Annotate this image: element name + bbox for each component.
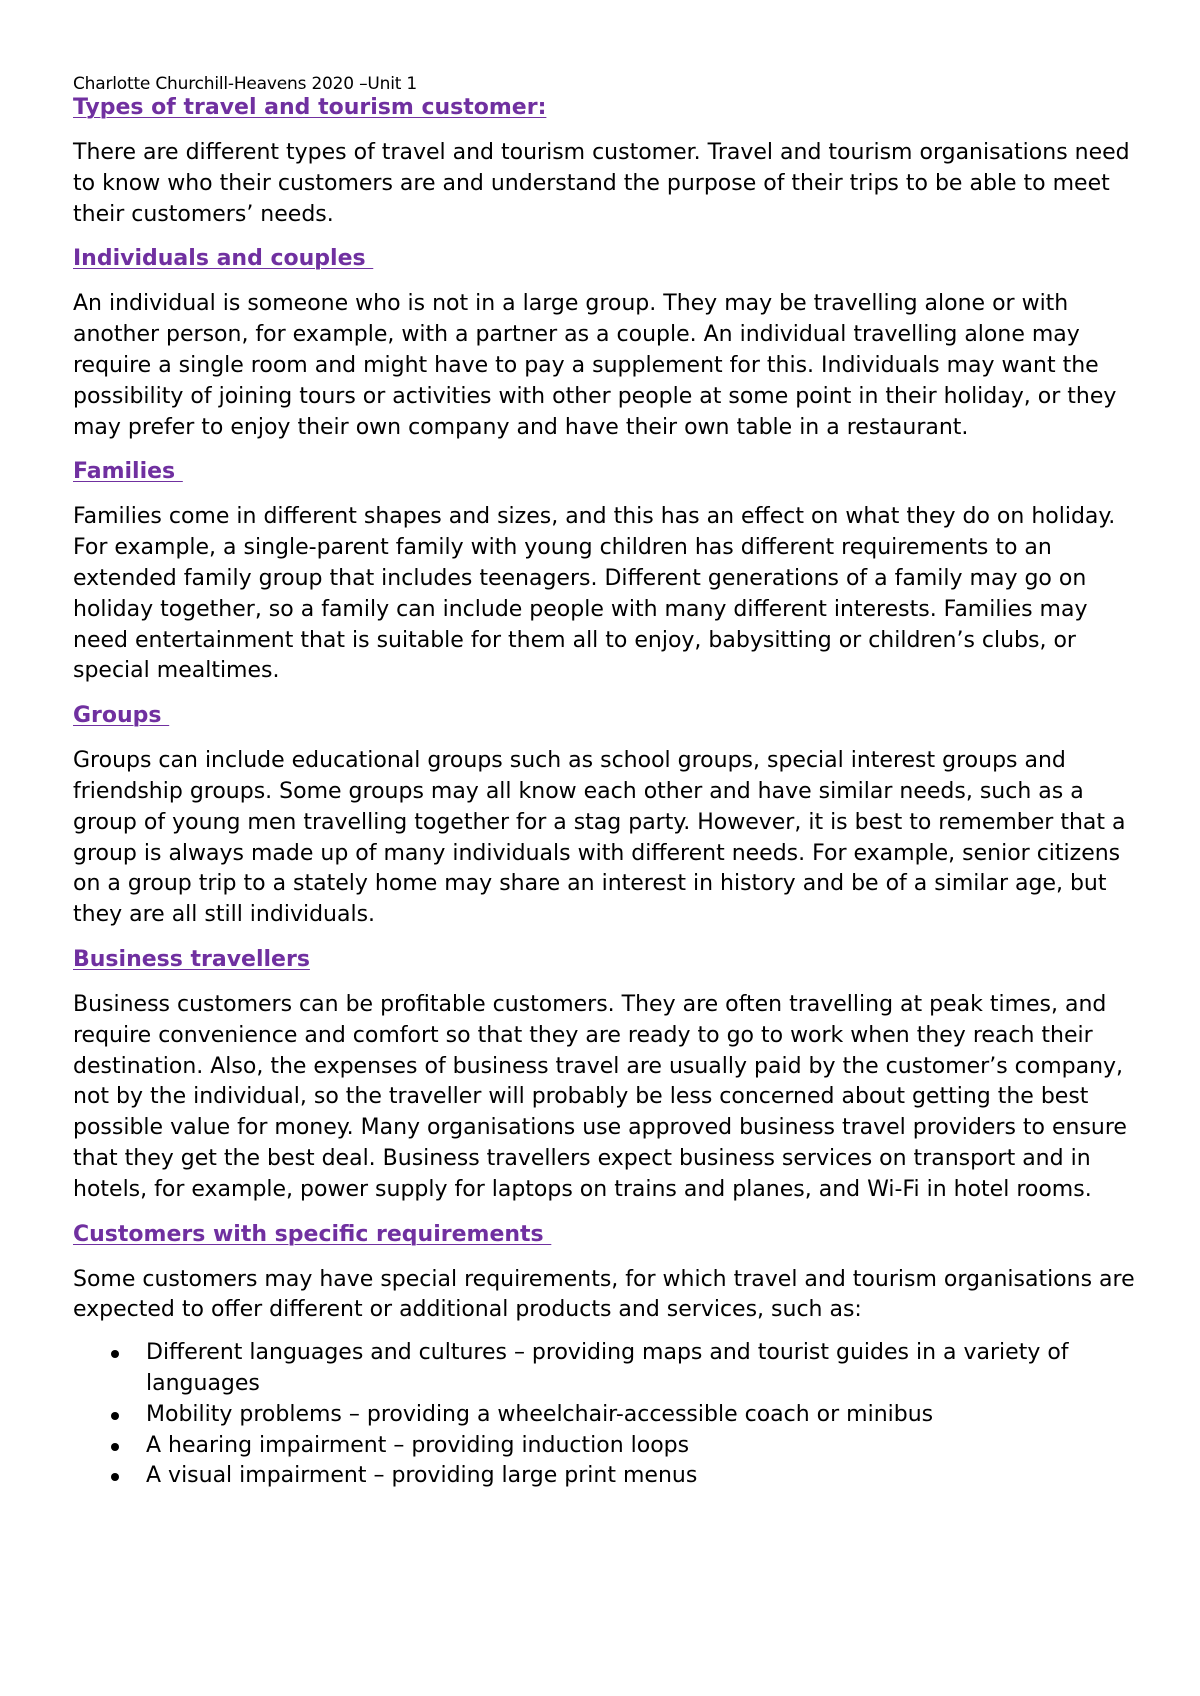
list-item: Different languages and cultures – providing maps and tourist guides in a variety of languages [73, 1338, 1143, 1400]
section-heading-groups: Groups [73, 703, 170, 729]
section-paragraph-business: Business customers can be profitable customers. They are often travelling at peak times, and require convenience and comfort so that they are ready to go to work when they reach their destination. Also, the expenses of business travel are usually paid by the customer’s company, not by the individual, so the traveller will probably be less concerned about getting the best possible value for money. Many organisations use approved business travel providers to ensure that they get the best deal. Business travellers expect business services on transport and in hotels, for example, power supply for laptops on trains and planes, and Wi-Fi in hotel rooms. [73, 991, 1127, 1202]
section-paragraph-families: Families come in different shapes and sizes, and this has an effect on what they do on holiday. For example, a single-parent family with young children has different requirements to an extended family group that includes teenagers. Different generations of a family may go on holiday together, so a family can include people with many different interests. Families may need entertainment that is suitable for them all to enjoy, babysitting or children’s clubs, or special mealtimes. [73, 504, 1116, 684]
section-paragraph-types: There are different types of travel and tourism customer. Travel and tourism organisations need to know who their customers are and understand the purpose of their trips to be able to meet their customers’ needs. [73, 140, 1130, 227]
section-paragraph-groups: Groups can include educational groups such as school groups, special interest groups and friendship groups. Some groups may all know each other and have similar needs, such as a group of young men travelling together for a stag party. However, it is best to remember that a group is always made up of many individuals with different needs. For example, senior citizens on a group trip to a stately home may share an interest in history and be of a similar age, but they are all still individuals. [73, 748, 1126, 928]
document-page [73, 74, 1143, 1492]
section-paragraph-specific-requirements: Some customers may have special requirements, for which travel and tourism organisations are expected to offer different or additional products and services, such as: [73, 1266, 1135, 1323]
bullet-icon [111, 1412, 119, 1420]
list-item: A hearing impairment – providing induction loops [73, 1431, 1143, 1462]
document-header: Charlotte Churchill-Heavens 2020 –Unit 1 [73, 74, 418, 94]
requirements-bullet-list [73, 1338, 1143, 1492]
bullet-icon [111, 1443, 119, 1451]
section-heading-types: Types of travel and tourism customer: [73, 95, 547, 120]
section-paragraph-individuals: An individual is someone who is not in a large group. They may be travelling alone or with another person, for example, with a partner as a couple. An individual travelling alone may require a single room and might have to pay a supplement for this. Individuals may want the possibility of joining tours or activities with other people at some point in their holiday, or they may prefer to enjoy their own company and have their own table in a restaurant. [73, 291, 1117, 440]
bullet-icon [111, 1350, 119, 1358]
section-heading-business: Business travellers [73, 946, 310, 972]
list-item: A visual impairment – providing large print menus [73, 1461, 1143, 1492]
section-heading-families: Families [73, 459, 183, 485]
bullet-icon [111, 1473, 119, 1481]
section-heading-individuals: Individuals and couples [73, 246, 374, 272]
section-heading-specific-requirements: Customers with specific requirements [73, 1221, 552, 1247]
list-item: Mobility problems – providing a wheelchair-accessible coach or minibus [73, 1400, 1143, 1431]
